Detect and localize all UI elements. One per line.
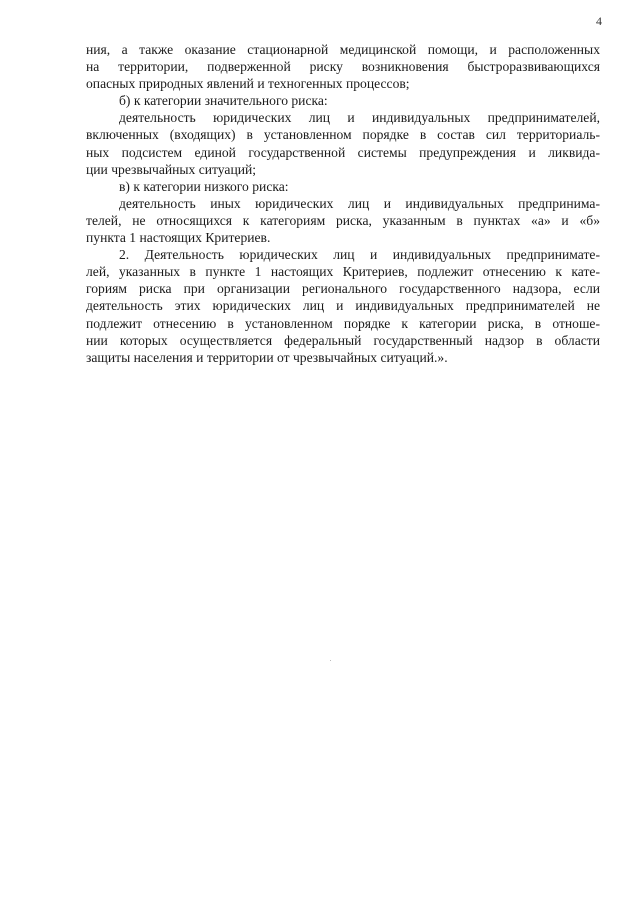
text-line: на территории, подверженной риску возникновения быстроразвивающихся — [86, 59, 600, 75]
text-line: б) к категории значительного риска: — [119, 93, 328, 109]
body-text — [86, 41, 600, 366]
text-line: ных подсистем единой государственной системы предупреждения и ликвида- — [86, 144, 600, 160]
text-line: телей, не относящихся к категориям риска, указанным в пунктах «а» и «б» — [86, 212, 600, 228]
text-line: деятельность этих юридических лиц и индивидуальных предпринимателей не — [86, 298, 600, 314]
page-number: 4 — [596, 14, 602, 28]
text-line: защиты населения и территории от чрезвычайных ситуаций.». — [86, 349, 448, 365]
text-line: деятельность юридических лиц и индивидуальных предпринимателей, — [119, 110, 600, 126]
text-line: подлежит отнесению в установленном порядке к категории риска, в отноше- — [86, 315, 600, 331]
text-line: лей, указанных в пункте 1 настоящих Критериев, подлежит отнесению к кате- — [86, 264, 600, 280]
text-line: ния, а также оказание стационарной медицинской помощи, и расположенных — [86, 42, 600, 57]
text-line: опасных природных явлений и техногенных процессов; — [86, 76, 410, 92]
text-line: в) к категории низкого риска: — [119, 178, 289, 194]
text-line: включенных (входящих) в установленном порядке в состав сил территориаль- — [86, 127, 600, 143]
text-line: нии которых осуществляется федеральный государственный надзор в области — [86, 332, 600, 348]
scan-speck — [330, 660, 331, 661]
text-line: гориям риска при организации регионального государственного надзора, если — [86, 281, 600, 297]
text-line: деятельность иных юридических лиц и индивидуальных предпринима- — [119, 195, 600, 211]
text-line: 2. Деятельность юридических лиц и индивидуальных предпринимате- — [119, 247, 600, 263]
text-line: пункта 1 настоящих Критериев. — [86, 230, 271, 246]
text-line: ции чрезвычайных ситуаций; — [86, 161, 257, 177]
